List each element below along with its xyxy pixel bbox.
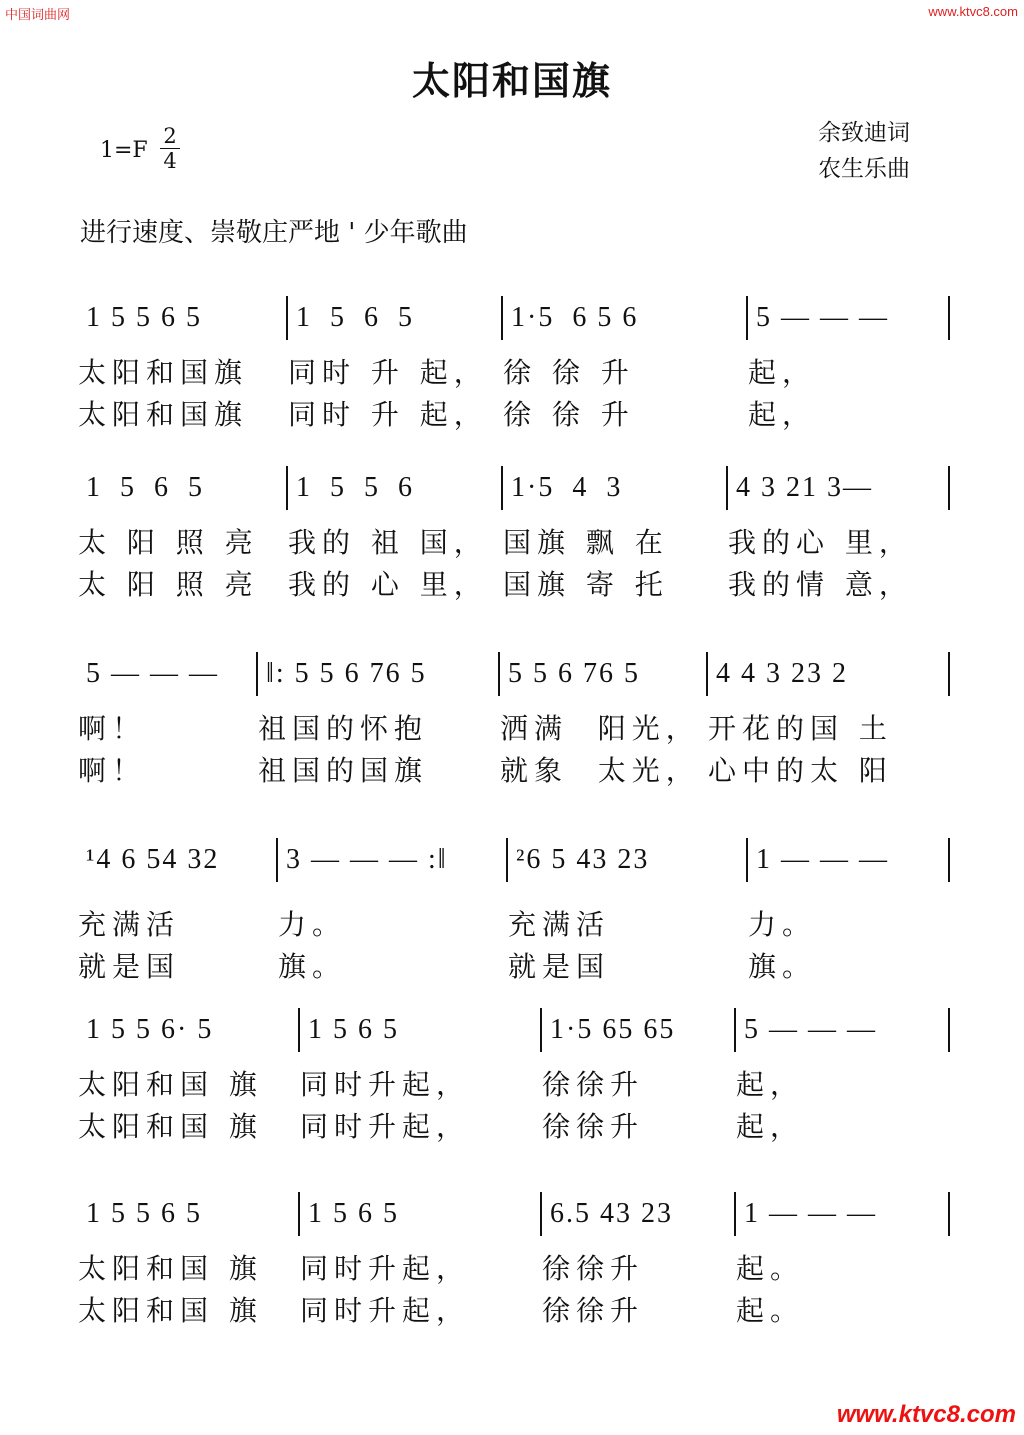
notation-row (78, 1008, 950, 1052)
lyric-segment: 徐 徐 升 (503, 356, 635, 389)
lyric-segment: 同时 升 起， (288, 356, 488, 389)
lyric-segment: 太阳和国旗 (78, 356, 249, 389)
lyric-segment: 就是国 (78, 950, 181, 983)
measure: 1·5 65 65 (542, 1008, 736, 1052)
lyric-line (78, 1246, 950, 1288)
time-bottom: 4 (163, 149, 177, 173)
music-system (78, 838, 950, 986)
lyric-segment: 同时 升 起， (288, 398, 488, 431)
lyric-segment: 太阳和国 旗 (78, 1294, 263, 1327)
music-system (78, 652, 950, 790)
lyric-segment: 太 阳 照 亮 (78, 568, 259, 601)
measure: 1 5 6 5 (78, 466, 288, 510)
lyric-segment: 旗。 (748, 950, 817, 983)
lyric-line (78, 1104, 950, 1146)
measure: ¹4 6 54 32 (78, 838, 278, 882)
measure: 1 — — — (748, 838, 950, 882)
time-top: 2 (163, 124, 177, 148)
lyric-line (78, 944, 950, 986)
measure: 1 5 6 5 (300, 1008, 542, 1052)
lyric-segment: 同时升起， (300, 1294, 471, 1327)
lyric-segment: 就是国 (508, 950, 611, 983)
measure: 5 5 6 76 5 (500, 652, 708, 696)
measure: 1 5 6 5 (288, 296, 503, 340)
measure: 5 — — — (78, 652, 258, 696)
notation-row (78, 1192, 950, 1236)
lyric-segment: 我的 祖 国， (288, 526, 488, 559)
music-system (78, 1192, 950, 1330)
lyric-segment: 心中的太 阳 (708, 754, 893, 787)
site-logo: www.ktvc8.com (836, 1401, 1016, 1428)
lyric-segment: 祖国的怀抱 (258, 712, 429, 745)
time-signature (160, 124, 180, 173)
lyric-segment: 徐徐升 (542, 1294, 645, 1327)
lyric-segment: 祖国的国旗 (258, 754, 429, 787)
lyric-segment: 洒满 阳光， (500, 712, 700, 745)
lyric-segment: 太阳和国旗 (78, 398, 249, 431)
measure: 1·5 4 3 (503, 466, 728, 510)
lyric-segment: 太阳和国 旗 (78, 1068, 263, 1101)
lyric-segment: 太阳和国 旗 (78, 1110, 263, 1143)
lyric-segment: 开花的国 土 (708, 712, 893, 745)
lyric-segment: 太阳和国 旗 (78, 1252, 263, 1285)
lyric-segment: 同时升起， (300, 1252, 471, 1285)
lyric-segment: 徐徐升 (542, 1252, 645, 1285)
lyric-segment: 起， (736, 1110, 805, 1143)
lyric-segment: 力。 (278, 908, 347, 941)
lyric-segment: 啊！ (78, 754, 147, 787)
notation-row (78, 466, 950, 510)
tempo-marking: 进行速度、崇敬庄严地 ' 少年歌曲 (80, 218, 468, 248)
measure: 1 5 5 6 5 (78, 296, 288, 340)
lyric-segment: 充满活 (78, 908, 181, 941)
measure: ²6 5 43 23 (508, 838, 748, 882)
measure: 4 4 3 23 2 (708, 652, 950, 696)
watermark-right: www.ktvc8.com (928, 4, 1018, 19)
watermark-left: 中国词曲网 (5, 8, 71, 23)
song-title: 太阳和国旗 (411, 58, 612, 103)
measure: 1 5 5 6 5 (78, 1192, 300, 1236)
lyric-segment: 国旗 飘 在 (503, 526, 669, 559)
measure: 6.5 43 23 (542, 1192, 736, 1236)
music-system (78, 466, 950, 604)
lyric-line (78, 562, 950, 604)
composer: 农生乐曲 (818, 156, 910, 182)
notation-row (78, 838, 950, 882)
measure: 1 5 6 5 (300, 1192, 542, 1236)
lyric-segment: 我的心 里， (728, 526, 913, 559)
music-system (78, 1008, 950, 1146)
lyric-segment: 太 阳 照 亮 (78, 526, 259, 559)
measure: 1·5 6 5 6 (503, 296, 748, 340)
key-signature (100, 124, 177, 173)
music-system (78, 296, 950, 434)
lyric-segment: 旗。 (278, 950, 347, 983)
lyric-segment: 起， (748, 356, 817, 389)
lyric-segment: 徐 徐 升 (503, 398, 635, 431)
lyric-line (78, 706, 950, 748)
lyric-segment: 我的情 意， (728, 568, 913, 601)
lyric-segment: 力。 (748, 908, 817, 941)
lyric-segment: 国旗 寄 托 (503, 568, 669, 601)
measure: 3 — — — :‖ (278, 838, 508, 882)
measure: 1 5 5 6 (288, 466, 503, 510)
lyric-line (78, 1288, 950, 1330)
lyric-segment: 起。 (736, 1294, 805, 1327)
lyric-segment: 起。 (736, 1252, 805, 1285)
measure: 1 — — — (736, 1192, 950, 1236)
lyric-line (78, 748, 950, 790)
lyric-line (78, 1062, 950, 1104)
measure: 5 — — — (748, 296, 950, 340)
measure: 1 5 5 6· 5 (78, 1008, 300, 1052)
lyric-segment: 我的 心 里， (288, 568, 488, 601)
lyric-line (78, 902, 950, 944)
lyric-segment: 起， (748, 398, 817, 431)
lyric-line (78, 350, 950, 392)
lyric-line (78, 392, 950, 434)
measure: 4 3 21 3— (728, 466, 950, 510)
lyric-segment: 同时升起， (300, 1110, 471, 1143)
lyric-segment: 就象 太光， (500, 754, 700, 787)
measure: 5 — — — (736, 1008, 950, 1052)
measure: ‖: 5 5 6 76 5 (258, 652, 500, 696)
lyric-line (78, 520, 950, 562)
lyric-segment: 啊！ (78, 712, 147, 745)
lyricist: 余致迪词 (818, 120, 910, 146)
lyric-segment: 徐徐升 (542, 1068, 645, 1101)
key: 1=F (100, 138, 148, 163)
lyric-segment: 同时升起， (300, 1068, 471, 1101)
lyric-segment: 充满活 (508, 908, 611, 941)
lyric-segment: 起， (736, 1068, 805, 1101)
notation-row (78, 296, 950, 340)
lyric-segment: 徐徐升 (542, 1110, 645, 1143)
notation-row (78, 652, 950, 696)
